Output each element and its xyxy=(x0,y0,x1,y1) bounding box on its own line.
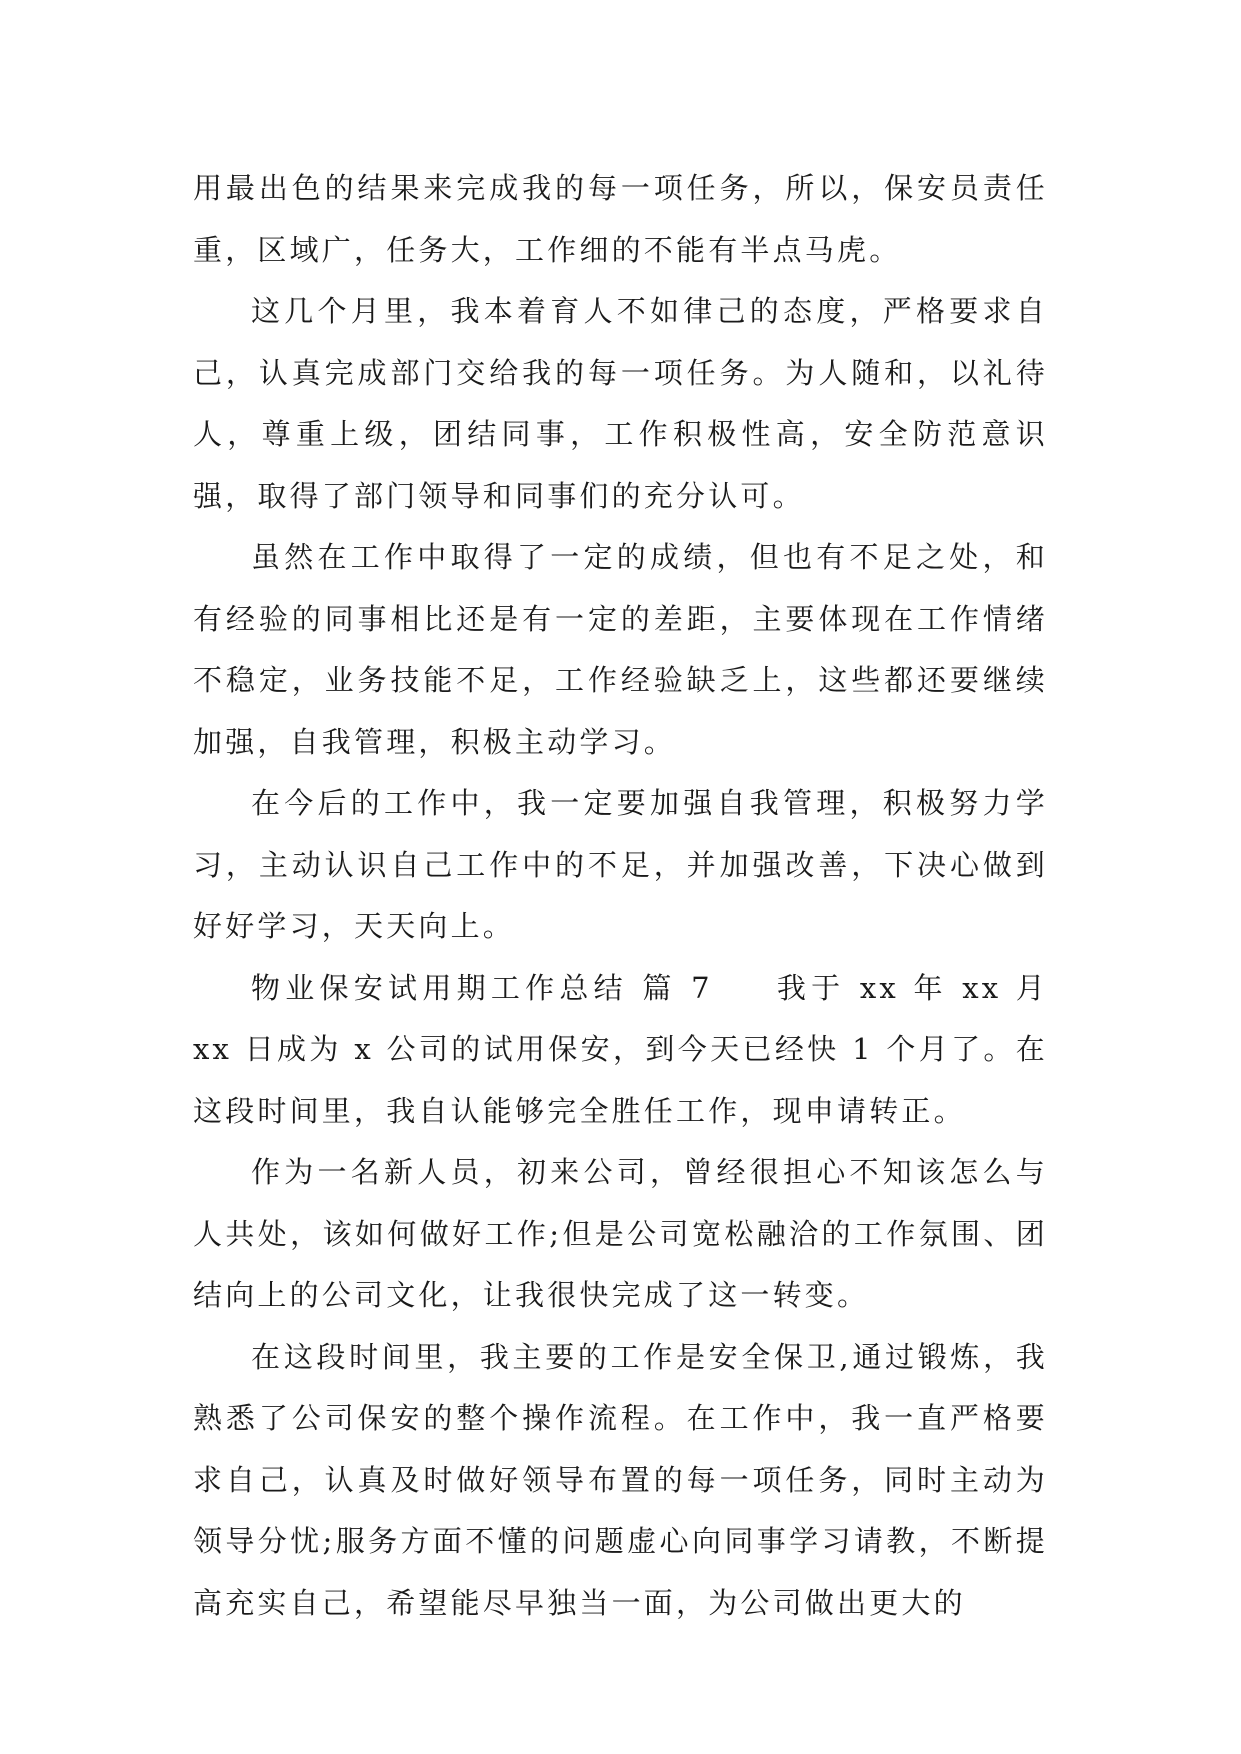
section-heading: 物业保安试用期工作总结 篇 7 xyxy=(251,970,713,1005)
document-body xyxy=(193,158,1048,1634)
paragraph: 这几个月里，我本着育人不如律己的态度，严格要求自己，认真完成部门交给我的每一项任务。为人随和，以礼待人，尊重上级，团结同事，工作积极性高，安全防范意识强，取得了部门领导和同事们的充分认可。 xyxy=(193,294,1048,513)
section-paragraph xyxy=(193,958,1048,1143)
paragraph: 在这段时间里，我主要的工作是安全保卫,通过锻炼，我熟悉了公司保安的整个操作流程。在工作中，我一直严格要求自己，认真及时做好领导布置的每一项任务，同时主动为领导分忧;服务方面不懂的问题虚心向同事学习请教，不断提高充实自己，希望能尽早独当一面，为公司做出更大的 xyxy=(193,1339,1048,1620)
section-intro: 我于 xx 年 xx 月 xx 日成为 x 公司的试用保安，到今天已经快 1 个月了。在这段时间里，我自认能够完全胜任工作，现申请转正。 xyxy=(193,970,1049,1128)
paragraph: 虽然在工作中取得了一定的成绩，但也有不足之处，和有经验的同事相比还是有一定的差距，主要体现在工作情绪不稳定，业务技能不足，工作经验缺乏上，这些都还要继续加强，自我管理，积极主动学习。 xyxy=(193,540,1048,759)
paragraph: 作为一名新人员，初来公司，曾经很担心不知该怎么与人共处，该如何做好工作;但是公司宽松融洽的工作氛围、团结向上的公司文化，让我很快完成了这一转变。 xyxy=(193,1155,1048,1312)
paragraph: 在今后的工作中，我一定要加强自我管理，积极努力学习，主动认识自己工作中的不足，并加强改善，下决心做到好好学习，天天向上。 xyxy=(193,786,1048,943)
paragraph-continued: 用最出色的结果来完成我的每一项任务，所以，保安员责任重，区域广，任务大，工作细的不能有半点马虎。 xyxy=(193,171,1048,267)
